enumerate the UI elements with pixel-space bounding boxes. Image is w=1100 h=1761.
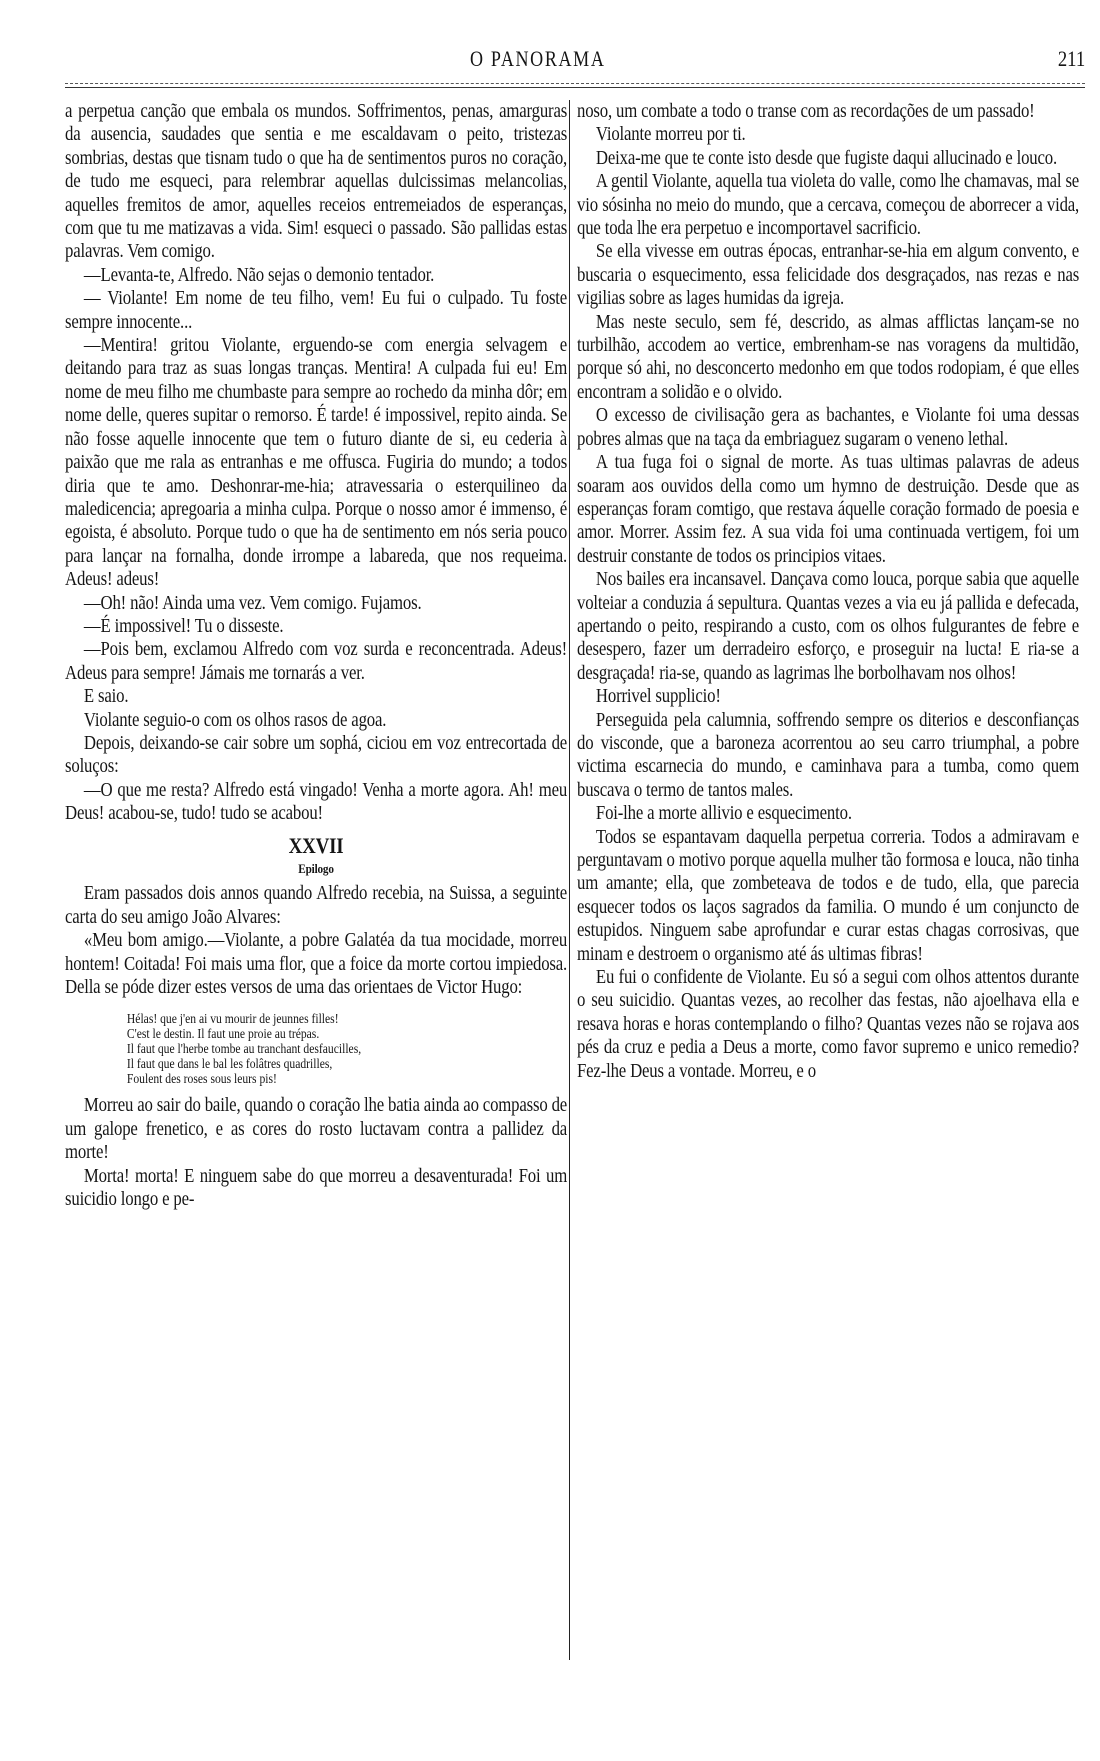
paragraph: —Oh! não! Ainda uma vez. Vem comigo. Fujamos. (83, 592, 422, 614)
verse-line: C'est le destin. Il faut une proie au trépas. (126, 1026, 320, 1042)
header-rule (65, 87, 1085, 88)
page-header (65, 46, 1085, 76)
section-number: XXVII (288, 832, 344, 858)
publication-title: O PANORAMA (470, 46, 606, 71)
paragraph: a perpetua canção que embala os mundos. Soffrimentos, penas, amarguras da ausencia, saudades que sentia e me escaldavam o peito, tristezas sombrias, destas que tisnam tudo o que ha de sentimentos puros no coração, de tudo me esqueci, para relembrar aquellas dulcissimas melancolias, aquelles fremitos de amor, aquelles receios entremeiados de esperanças, com que tu me matizavas a vida. Sim! esqueci o passado. São pallidas estas palavras. Vem comigo. (65, 101, 568, 263)
paragraph: A gentil Violante, aquella tua violeta do valle, como lhe chamavas, mal se vio sósinha no meio do mundo, que a cercava, começou de aborrecer a vida, que toda lhe era perpetuo e incomportavel sacrificio. (577, 171, 1080, 240)
paragraph: —O que me resta? Alfredo está vingado! Venha a morte agora. Ah! meu Deus! acabou-se, tudo! tudo se acabou! (65, 779, 568, 825)
column-divider (569, 100, 570, 1660)
section-title: Epilogo (298, 861, 334, 876)
verse-line: Foulent des roses sous leurs pis! (126, 1071, 277, 1087)
verse-line: Il faut que dans le bal les folâtres quadrilles, (126, 1056, 333, 1072)
paragraph: A tua fuga foi o signal de morte. As tuas ultimas palavras de adeus soaram aos ouvidos della como um hymno de destruição. Desde que as esperanças foram comtigo, que restava áquelle coração formado de poesia e amor. Morrer. Assim fez. A sua vida foi uma continuada vertigem, foi um destruir constante de todos os principios vitaes. (577, 452, 1080, 567)
verse-line: Hélas! que j'en ai vu mourir de jeunnes filles! (126, 1011, 339, 1027)
paragraph: Todos se espantavam daquella perpetua correria. Todos a admiravam e perguntavam o motivo porque aquella mulher tão formosa e louca, não tinha um amante; ella, que zombeteava de todos e de tudo, ella, que parecia esquecer todos os laços sagrados da familia. O mundo é um conjuncto de estupidos. Ninguem sabe aprofundar e curar estas chagas corrosivas, que minam e destroem o organismo até ás ultimas fibras! (577, 826, 1080, 965)
header-rule-dashed (65, 83, 1085, 84)
paragraph: Deixa-me que te conte isto desde que fugiste daqui allucinado e louco. (595, 147, 1058, 169)
paragraph: Eram passados dois annos quando Alfredo recebia, na Suissa, a seguinte carta do seu amigo João Alvares: (65, 883, 568, 928)
paragraph: noso, um combate a todo o transe com as recordações de um passado! (577, 101, 1035, 122)
paragraph: — Violante! Em nome de teu filho, vem! Eu fui o culpado. Tu foste sempre innocente... (65, 288, 568, 333)
verse-quotation (127, 1011, 567, 1086)
left-column (65, 100, 567, 1211)
paragraph: —Pois bem, exclamou Alfredo com voz surda e reconcentrada. Adeus! Adeus para sempre! Jámais me tornarás a ver. (65, 639, 568, 684)
paragraph: Violante seguio-o com os olhos rasos de agoa. (83, 709, 387, 731)
paragraph: Perseguida pela calumnia, soffrendo sempre os diterios e desconfianças do visconde, que a baroneza acorrentou ao seu carro triumphal, a pobre victima escarnecia do mundo, e caminhava para a tumba, como quem buscava o termo de tantos males. (577, 709, 1080, 801)
paragraph: —Levanta-te, Alfredo. Não sejas o demonio tentador. (83, 264, 435, 286)
verse-line: Il faut que l'herbe tombe au tranchant desfaucilles, (126, 1041, 362, 1057)
paragraph: O excesso de civilisação gera as bachantes, e Violante foi uma dessas pobres almas que na taça da embriaguez sugaram o veneno lethal. (577, 405, 1080, 450)
paragraph: —Mentira! gritou Violante, erguendo-se com energia selvagem e deitando para traz as suas longas tranças. Mentira! A culpada fui eu! Em nome de meu filho me chumbaste para sempre ao rochedo da minha dôr; em nome delle, queres supitar o remorso. É tarde! é impossivel, repito ainda. Se não fosse aquelle innocente que tem o futuro diante de si, eu cederia à paixão que me rala as entranhas e me offusca. Fugiria do mundo; a todos diria que te amo. Deshonrar-me-hia; atravessaria o esterquilineo da maledicencia; apregoaria a minha culpa. Porque o nosso amor é immenso, é egoista, é absoluto. Porque tudo o que ha de sentimento em nós seria pouco para lançar na fornalha, donde irrompe a labareda, que nos requeima. Adeus! adeus! (65, 335, 568, 591)
right-column (577, 100, 1079, 1083)
paragraph: Mas neste seculo, sem fé, descrido, as almas afflictas lançam-se no turbilhão, accodem ao vertice, embrenham-se nas voragens da multidão, porque só ahi, no desconcerto medonho em que todos rodopiam, é que elles encontram a solidão e o olvido. (577, 311, 1080, 403)
paragraph: «Meu bom amigo.—Violante, a pobre Galatéa da tua mocidade, morreu hontem! Coitada! Foi mais uma flor, que a foice da morte cortou impiedosa. Della se póde dizer estes versos de uma das orientaes de Victor Hugo: (65, 930, 568, 999)
paragraph: Depois, deixando-se cair sobre um sophá, ciciou em voz entrecortada de soluços: (65, 732, 568, 778)
paragraph: Morta! morta! E ninguem sabe do que morreu a desaventurada! Foi um suicidio longo e pe- (65, 1165, 568, 1211)
paragraph: Morreu ao sair do baile, quando o coração lhe batia ainda ao compasso de um galope frenetico, e as cores do rosto luctavam contra a pallidez da morte! (65, 1095, 568, 1164)
paragraph: Eu fui o confidente de Violante. Eu só a segui com olhos attentos durante o seu suicidio. Quantas vezes, ao recolher das festas, não ajoelhava ella e resava horas e horas contemplando o filho? Quantas vezes não se rojava aos pés da cruz e pedia a Deus a morte, como favor supremo e unico remedio? Fez-lhe Deus a vontade. Morreu, e o (577, 967, 1080, 1082)
paragraph: Nos bailes era incansavel. Dançava como louca, porque sabia que aquelle volteiar a conduzia á sepultura. Quantas vezes a via eu já pallida e defecada, apertando o peito, respirando a custo, com os olhos fulgurantes de febre e desespero, fazer um derradeiro esforço, e proseguir na lucta! E ria-se a desgraçada! ria-se, quando as lagrimas lhe borbolhavam nos olhos! (577, 569, 1080, 684)
paragraph: —É impossivel! Tu o disseste. (83, 615, 284, 637)
page-number: 211 (1057, 46, 1085, 71)
paragraph: Horrivel supplicio! (595, 686, 721, 708)
paragraph: Foi-lhe a morte allivio e esquecimento. (595, 803, 852, 825)
paragraph: E saio. (83, 686, 129, 708)
paragraph: Se ella vivesse em outras épocas, entranhar-se-hia em algum convento, e buscaria o esquecimento, essa felicidade dos desgraçados, nas rezas e nas vigilias sobre as lages humidas da igreja. (577, 241, 1080, 310)
paragraph: Violante morreu por ti. (595, 124, 746, 146)
